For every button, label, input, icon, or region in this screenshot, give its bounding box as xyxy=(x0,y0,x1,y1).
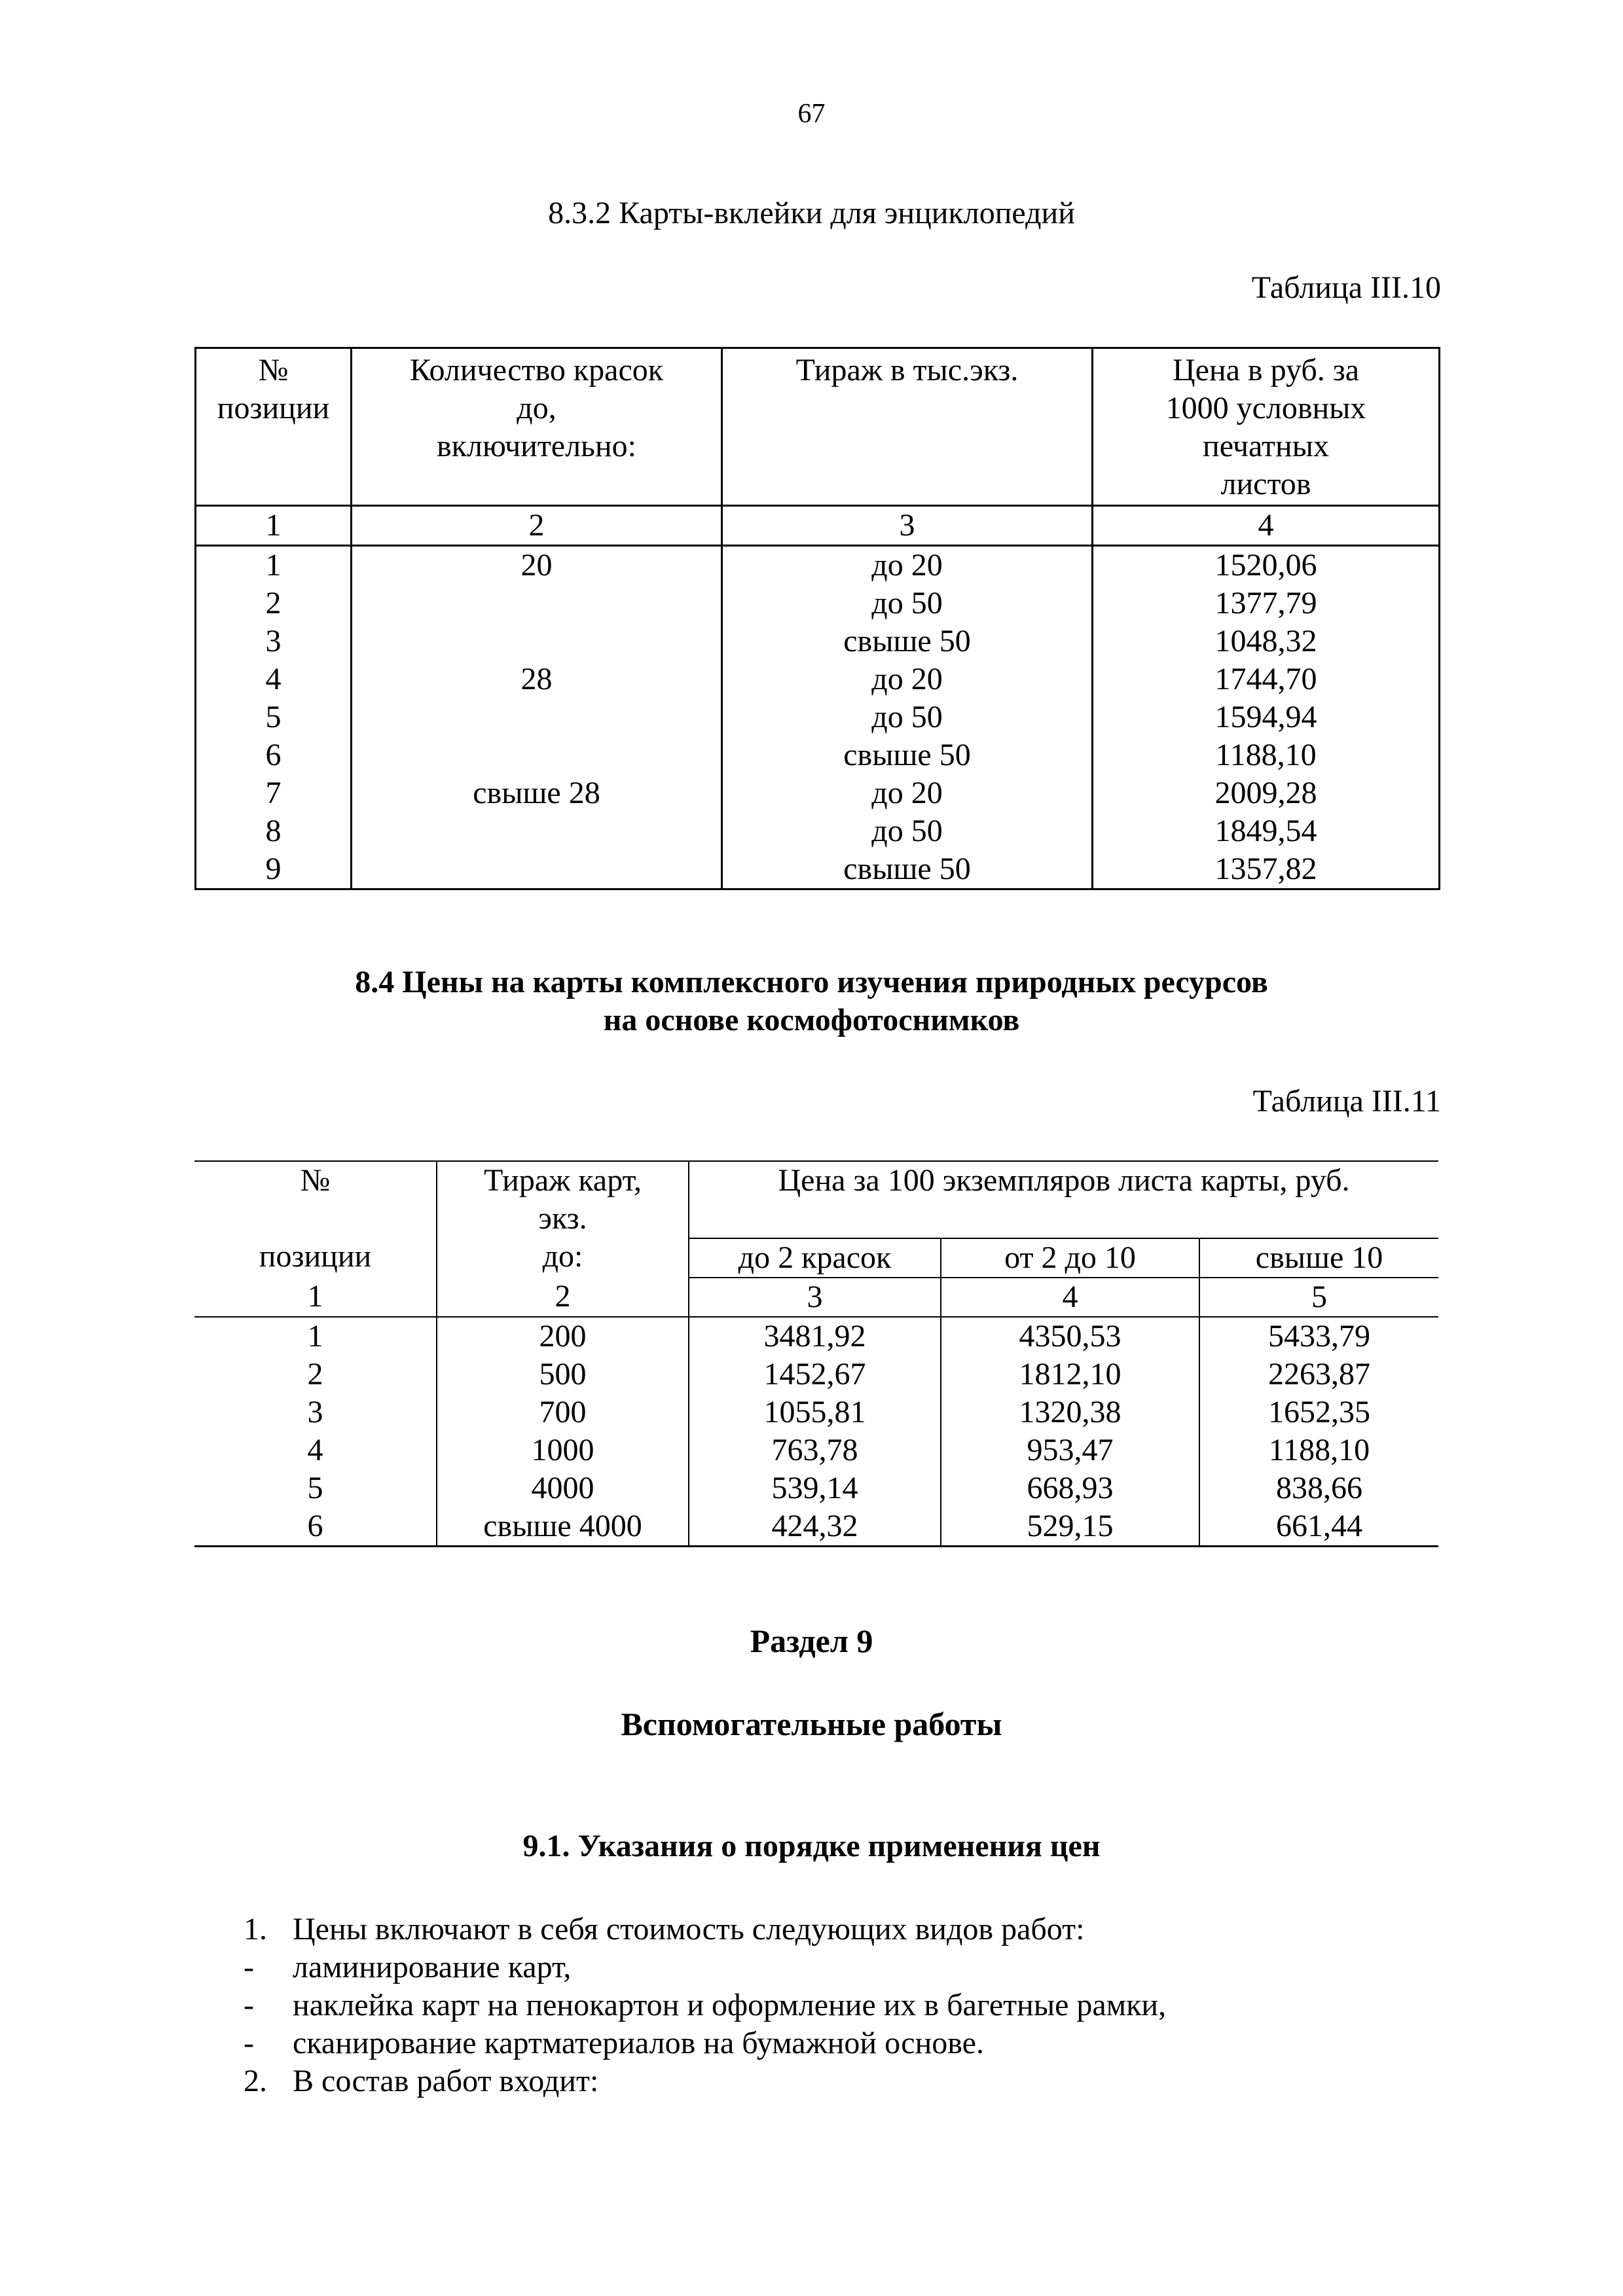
table-cell: 5 xyxy=(194,1469,437,1507)
header-line: № xyxy=(300,1163,331,1198)
table-cell: 1520,06 xyxy=(1093,546,1440,585)
header-line: позиции xyxy=(217,391,330,425)
header-line: экз. xyxy=(538,1201,587,1236)
table-cell: 1055,81 xyxy=(689,1393,941,1431)
table-row xyxy=(196,812,1440,850)
header-line: Тираж карт, xyxy=(484,1163,642,1198)
table-row xyxy=(196,622,1440,660)
header-line: печатных xyxy=(1203,429,1329,463)
table-cell: свыше 50 xyxy=(722,622,1093,660)
section-9-title: Раздел 9 xyxy=(750,1623,873,1659)
section-heading-8-4-line1: 8.4 Цены на карты комплексного изучения природных ресурсов xyxy=(355,965,1268,999)
table-cell: 668,93 xyxy=(941,1469,1199,1507)
list-marker: - xyxy=(244,2026,254,2060)
header-line: позиции xyxy=(259,1239,372,1274)
price-table-iii-11 xyxy=(194,1160,1438,1547)
column-number: 1 xyxy=(196,506,352,546)
list-text: наклейка карт на пенокартон и оформление их в багетные рамки, xyxy=(293,1988,1167,2022)
table-cell: свыше 28 xyxy=(352,774,722,812)
list-marker: 1. xyxy=(244,1912,267,1946)
table-cell xyxy=(352,812,722,850)
header-line: Количество красок xyxy=(409,353,664,387)
table-header-row xyxy=(194,1161,1438,1238)
column-number: 3 xyxy=(722,506,1093,546)
table-header-row xyxy=(196,348,1440,506)
table-row xyxy=(196,774,1440,812)
header-cell-colors xyxy=(352,348,722,506)
header-line: до: xyxy=(542,1239,583,1274)
table-cell: до 20 xyxy=(722,546,1093,585)
table-cell: 1000 xyxy=(437,1431,689,1469)
table-cell: 953,47 xyxy=(941,1431,1199,1469)
table-cell: 2263,87 xyxy=(1199,1355,1438,1393)
section-9-1-title: 9.1. Указания о порядке применения цен xyxy=(522,1829,1101,1863)
column-number: 4 xyxy=(1093,506,1440,546)
column-number: 4 xyxy=(941,1278,1199,1317)
table-row xyxy=(194,1393,1438,1431)
table-label-iii-10: Таблица III.10 xyxy=(1251,270,1441,305)
table-cell: 4000 xyxy=(437,1469,689,1507)
section-9-subtitle: Вспомогательные работы xyxy=(621,1706,1002,1742)
table-cell: 1652,35 xyxy=(1199,1393,1438,1431)
column-number: 2 xyxy=(352,506,722,546)
table-cell xyxy=(352,622,722,660)
spacer xyxy=(194,1200,436,1238)
table-cell: 1 xyxy=(196,546,352,585)
table-label-iii-11: Таблица III.11 xyxy=(1252,1084,1441,1119)
column-number: 1 xyxy=(194,1278,437,1317)
table-cell: 529,15 xyxy=(941,1507,1199,1547)
table-row xyxy=(196,584,1440,622)
table-cell: 2 xyxy=(194,1355,437,1393)
table-cell: свыше 50 xyxy=(722,850,1093,889)
header-cell-price: Цена за 100 экземпляров листа карты, руб. xyxy=(689,1161,1438,1238)
table-cell: 7 xyxy=(196,774,352,812)
table-cell xyxy=(352,736,722,774)
table-cell: 3 xyxy=(194,1393,437,1431)
subsection-heading-8-3-2: 8.3.2 Карты-вклейки для энциклопедий xyxy=(548,196,1075,230)
table-cell: 1377,79 xyxy=(1093,584,1440,622)
table-cell: 3 xyxy=(196,622,352,660)
table-cell: 1048,32 xyxy=(1093,622,1440,660)
list-text: Цены включают в себя стоимость следующих видов работ: xyxy=(293,1912,1085,1946)
table-cell: 6 xyxy=(196,736,352,774)
table-cell: до 50 xyxy=(722,584,1093,622)
header-line: Цена в руб. за xyxy=(1172,353,1360,387)
table-cell: 1812,10 xyxy=(941,1355,1199,1393)
header-cell-circulation xyxy=(722,348,1093,506)
table-cell xyxy=(352,584,722,622)
table-cell: 1594,94 xyxy=(1093,698,1440,736)
table-cell: 2 xyxy=(196,584,352,622)
header-line: листов xyxy=(1220,467,1311,501)
column-number: 3 xyxy=(689,1278,941,1317)
table-cell: 424,32 xyxy=(689,1507,941,1547)
table-cell: 1188,10 xyxy=(1093,736,1440,774)
table-cell: 838,66 xyxy=(1199,1469,1438,1507)
table-row xyxy=(196,660,1440,698)
table-row xyxy=(196,546,1440,585)
table-cell: 1 xyxy=(194,1317,437,1355)
page-number: 67 xyxy=(797,99,826,129)
header-cell-position xyxy=(194,1161,437,1278)
list-marker: - xyxy=(244,1950,254,1984)
table-cell: до 20 xyxy=(722,660,1093,698)
table-cell: 6 xyxy=(194,1507,437,1547)
table-cell: 661,44 xyxy=(1199,1507,1438,1547)
table-row xyxy=(194,1355,1438,1393)
list-marker: 2. xyxy=(244,2064,267,2098)
column-number-row xyxy=(196,506,1440,546)
header-line: включительно: xyxy=(437,429,636,463)
table-cell: 4350,53 xyxy=(941,1317,1199,1355)
header-line: 1000 условных xyxy=(1165,391,1366,425)
table-cell xyxy=(352,698,722,736)
table-cell: до 50 xyxy=(722,812,1093,850)
table-cell xyxy=(352,850,722,889)
list-text: ламинирование карт, xyxy=(293,1950,572,1984)
subheader-cell: до 2 красок xyxy=(689,1238,941,1278)
table-row xyxy=(194,1317,1438,1355)
column-number: 5 xyxy=(1199,1278,1438,1317)
header-line: до, xyxy=(517,391,556,425)
table-cell: 1452,67 xyxy=(689,1355,941,1393)
table-cell: до 20 xyxy=(722,774,1093,812)
table-row xyxy=(196,698,1440,736)
header-line: № xyxy=(258,353,289,387)
table-cell: 4 xyxy=(194,1431,437,1469)
table-cell: 5433,79 xyxy=(1199,1317,1438,1355)
list-text: В состав работ входит: xyxy=(293,2064,599,2098)
table-cell: 9 xyxy=(196,850,352,889)
table-cell: 1320,38 xyxy=(941,1393,1199,1431)
table-cell: 763,78 xyxy=(689,1431,941,1469)
table-cell: 20 xyxy=(352,546,722,585)
table-cell: 3481,92 xyxy=(689,1317,941,1355)
section-heading-8-4-line2: на основе космофотоснимков xyxy=(603,1003,1020,1037)
list-marker: - xyxy=(244,1988,254,2022)
table-row xyxy=(194,1507,1438,1547)
table-cell: свыше 4000 xyxy=(437,1507,689,1547)
column-number: 2 xyxy=(437,1278,689,1317)
list-text: сканирование картматериалов на бумажной основе. xyxy=(293,2026,984,2060)
table-row xyxy=(196,736,1440,774)
header-cell-position xyxy=(196,348,352,506)
table-cell: 1849,54 xyxy=(1093,812,1440,850)
table-cell: 2009,28 xyxy=(1093,774,1440,812)
table-cell: 5 xyxy=(196,698,352,736)
table-cell: 8 xyxy=(196,812,352,850)
price-table-iii-10 xyxy=(194,347,1440,890)
header-line: Тираж в тыс.экз. xyxy=(795,353,1019,387)
table-cell: 700 xyxy=(437,1393,689,1431)
table-cell: 200 xyxy=(437,1317,689,1355)
table-cell: до 50 xyxy=(722,698,1093,736)
table-cell: свыше 50 xyxy=(722,736,1093,774)
table-cell: 500 xyxy=(437,1355,689,1393)
instructions-list xyxy=(244,1911,1487,2108)
table-row xyxy=(194,1469,1438,1507)
table-cell: 539,14 xyxy=(689,1469,941,1507)
header-cell-circulation xyxy=(437,1161,689,1278)
table-cell: 1188,10 xyxy=(1199,1431,1438,1469)
table-row xyxy=(194,1431,1438,1469)
table-cell: 1744,70 xyxy=(1093,660,1440,698)
column-number-row xyxy=(194,1278,1438,1317)
header-cell-price xyxy=(1093,348,1440,506)
table-row xyxy=(196,850,1440,889)
subheader-cell: от 2 до 10 xyxy=(941,1238,1199,1278)
subheader-cell: свыше 10 xyxy=(1199,1238,1438,1278)
table-cell: 28 xyxy=(352,660,722,698)
table-cell: 4 xyxy=(196,660,352,698)
table-cell: 1357,82 xyxy=(1093,850,1440,889)
